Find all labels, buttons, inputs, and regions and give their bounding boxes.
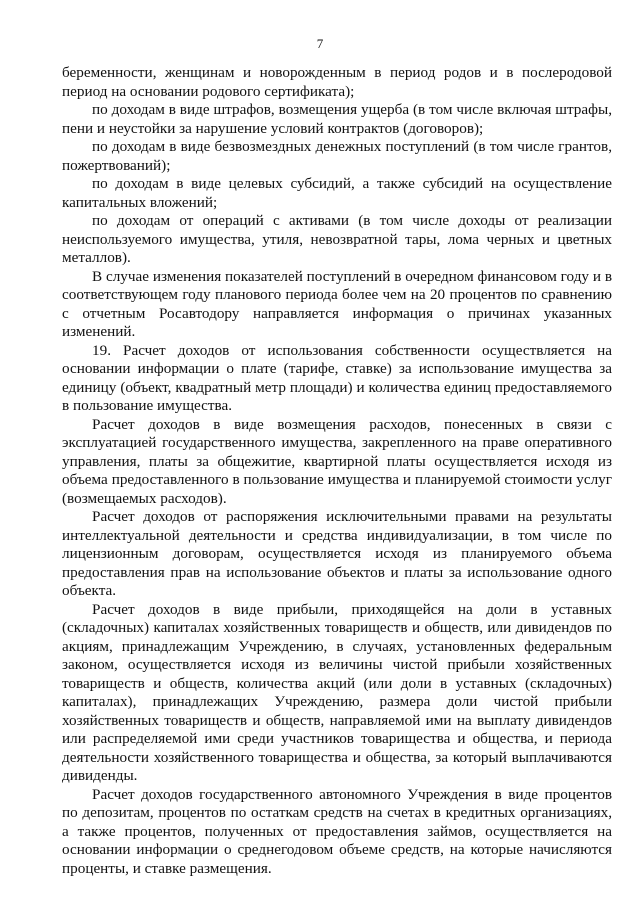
paragraph-changes: В случае изменения показателей поступлений в очередном финансовом году и в соответствующем году планового периода более чем на 20 процентов по сравнению с отчетным Росавтодору направляется информация о причинах указанных изменений. bbox=[62, 267, 612, 340]
paragraph-continuation: беременности, женщинам и новорожденным в период родов и в послеродовой период на основании родового сертификата); bbox=[62, 64, 612, 100]
paragraph-assets: по доходам от операций с активами (в том числе доходы от реализации неиспользуемого имущества, утиля, невозвратной тары, лома черных и цветных металлов). bbox=[62, 212, 612, 266]
paragraph-reimbursement: Расчет доходов в виде возмещения расходов, понесенных в связи с эксплуатацией государственного имущества, закрепленного на праве оперативного управления, платы за общежитие, квартирной платы осуществляется исходя из объема предоставленного в пользование имущества и планируемой стоимости услуг (возмещаемых расходов). bbox=[62, 415, 612, 507]
paragraph-interest: Расчет доходов государственного автономного Учреждения в виде процентов по депозитам, процентов по остаткам средств на счетах в кредитных организациях, а также процентов, полученных от предоставления займов, осуществляется на основании информации о среднегодовом объеме средств, на которые начисляются проценты, и ставке размещения. bbox=[62, 785, 612, 877]
paragraph-grants: по доходам в виде безвозмездных денежных поступлений (в том числе грантов, пожертвований); bbox=[62, 138, 612, 174]
paragraph-fines: по доходам в виде штрафов, возмещения ущерба (в том числе включая штрафы, пени и неустойки за нарушение условий контрактов (договоров); bbox=[62, 101, 612, 137]
paragraph-intellectual-rights: Расчет доходов от распоряжения исключительными правами на результаты интеллектуальной деятельности и средства индивидуализации, в том числе по лицензионным договорам, осуществляется исходя из планируемого объема предоставления прав на использование объектов и платы за использование одного объекта. bbox=[62, 508, 612, 599]
page-number: 7 bbox=[316, 36, 324, 51]
paragraph-dividends: Расчет доходов в виде прибыли, приходящейся на доли в уставных (складочных) капиталах хозяйственных товариществ и обществ, или дивидендов по акциям, принадлежащим Учреждению, в случаях, установленных федеральным законом, осуществляется исходя из величины чистой прибыли хозяйственных товариществ и обществ, количества акций (или доли в уставных (складочных) капиталах), принадлежащих Учреждению, размера доли чистой прибыли хозяйственных товариществ и обществ, направляемой ими на выплату дивидендов или распределяемой ими среди участников товарищества и общества, и периода деятельности хозяйственного товарищества и общества, за который выплачиваются дивиденды. bbox=[62, 600, 612, 784]
paragraph-19-property: 19. Расчет доходов от использования собственности осуществляется на основании информации о плате (тарифе, ставке) за использование имущества за единицу (объект, квадратный метр площади) и количества единиц предоставляемого в пользование имущества. bbox=[62, 341, 612, 414]
paragraph-subsidies: по доходам в виде целевых субсидий, а также субсидий на осуществление капитальных вложений; bbox=[62, 175, 612, 211]
document-body bbox=[62, 64, 612, 878]
